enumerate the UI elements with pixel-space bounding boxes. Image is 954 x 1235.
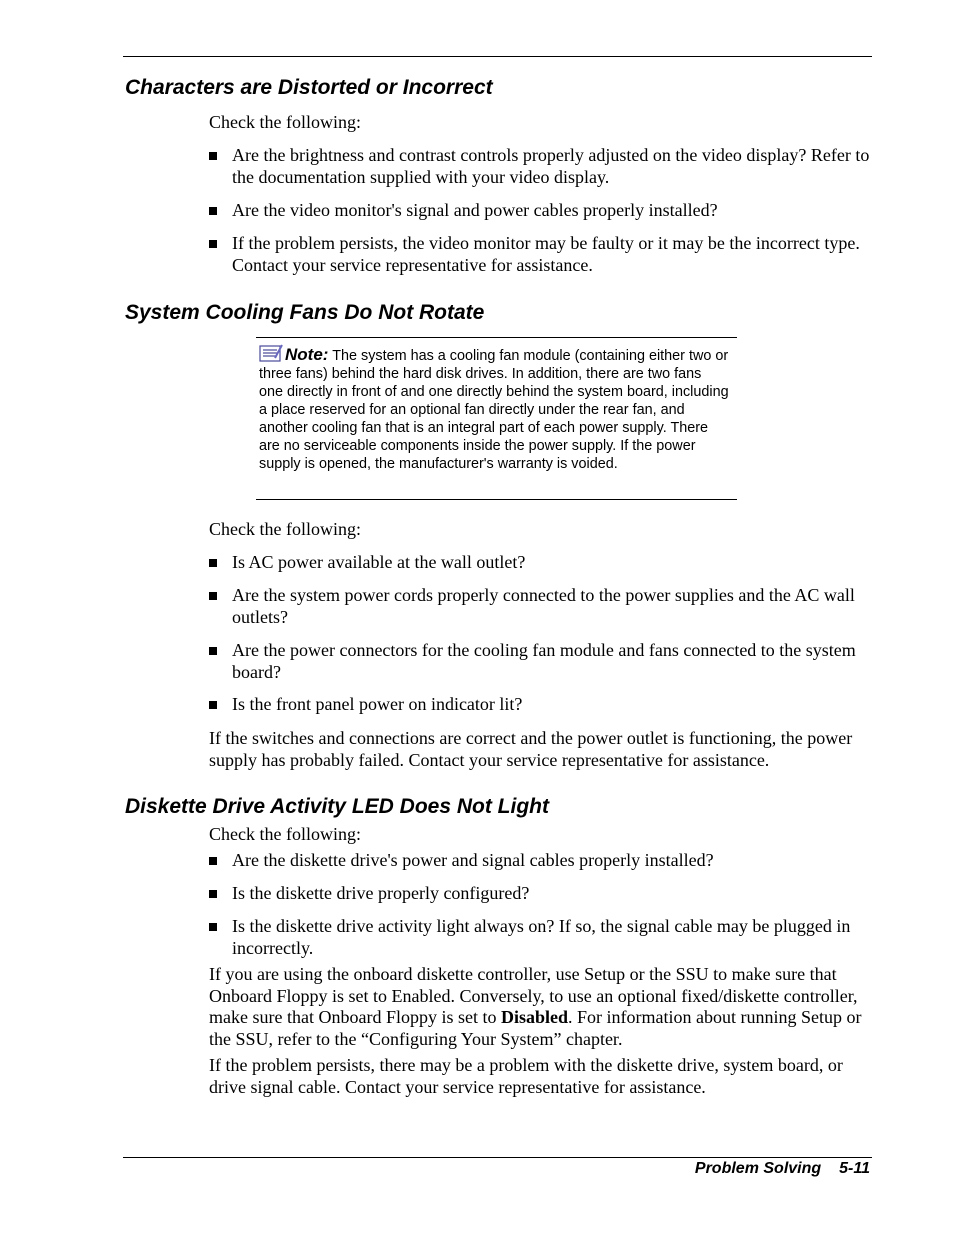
check-intro: Check the following: — [209, 519, 361, 539]
note-text: The system has a cooling fan module (containing either two or three fans) behind the hard disk drives. In addition, there are two fans one directly in front of and one directly behind the system board, including a place reserved for an optional fan directly under the rear fan, and another cooling fan that is an integral part of each power supply. There are no serviceable components inside the power supply. If the power supply is opened, the manufacturer's warranty is voided. — [259, 348, 729, 472]
list-item-text: Are the system power cords properly connected to the power supplies and the AC wall outlets? — [232, 585, 855, 627]
bullet-square-icon — [209, 207, 217, 215]
footer-rule — [123, 1157, 872, 1158]
bullet-square-icon — [209, 701, 217, 709]
note-content — [259, 344, 729, 473]
list-item-text: If the problem persists, the video monitor may be faulty or it may be the incorrect type. Contact your service representative for assistance. — [232, 233, 860, 275]
list-item — [209, 233, 874, 276]
section-heading-diskette-led: Diskette Drive Activity LED Does Not Light — [125, 795, 549, 818]
list-item — [209, 585, 874, 628]
bullet-square-icon — [209, 890, 217, 898]
list-item-text: Is the front panel power on indicator lit? — [232, 694, 523, 714]
list-item-text: Are the power connectors for the cooling fan module and fans connected to the system board? — [232, 640, 856, 682]
list-item — [209, 640, 874, 683]
note-box — [256, 337, 737, 500]
note-pad-icon — [259, 344, 283, 362]
footer-chapter: Problem Solving — [694, 1160, 822, 1177]
bullet-square-icon — [209, 857, 217, 865]
bullet-square-icon — [209, 923, 217, 931]
list-item — [209, 552, 874, 574]
footer-page-number: 5-11 — [839, 1160, 870, 1177]
list-item-text: Is AC power available at the wall outlet? — [232, 552, 526, 572]
list-item-text: Is the diskette drive activity light always on? If so, the signal cable may be plugged in incorrectly. — [232, 916, 851, 958]
list-item — [209, 916, 874, 959]
setup-text-bold: Disabled — [500, 1007, 568, 1028]
list-item — [209, 200, 874, 222]
check-intro: Check the following: — [209, 824, 361, 844]
list-item — [209, 850, 874, 872]
closing-paragraph: If the switches and connections are correct and the power outlet is functioning, the power supply has probably failed. Contact your service representative for assistance. — [209, 728, 853, 770]
bullet-square-icon — [209, 592, 217, 600]
setup-text-after: . For information about running Setup or the SSU, refer to the “Configuring Your System” chapter. — [209, 1007, 862, 1049]
list-item — [209, 694, 874, 716]
note-label: Note: — [285, 345, 329, 364]
list-item — [209, 145, 874, 188]
header-rule — [123, 56, 872, 57]
bullet-square-icon — [209, 647, 217, 655]
list-item-text: Is the diskette drive properly configured? — [232, 883, 530, 903]
bullet-square-icon — [209, 240, 217, 248]
list-item-text: Are the brightness and contrast controls properly adjusted on the video display? Refer to the documentation supplied with your video display. — [232, 145, 870, 187]
list-item-text: Are the diskette drive's power and signal cables properly installed? — [232, 850, 714, 870]
section-heading-characters-distorted: Characters are Distorted or Incorrect — [125, 76, 493, 99]
list-item — [209, 883, 874, 905]
bullet-square-icon — [209, 152, 217, 160]
page-footer — [695, 1159, 870, 1179]
setup-paragraph — [209, 964, 874, 1050]
list-item-text: Are the video monitor's signal and power cables properly installed? — [232, 200, 718, 220]
bullet-square-icon — [209, 559, 217, 567]
setup-text-before: If you are using the onboard diskette controller, use Setup or the SSU to make sure that Onboard Floppy is set to Enabled. Conversely, to use an optional fixed/diskette controller, make sure that Onboard Floppy is set to — [209, 964, 858, 1028]
section-heading-cooling-fans: System Cooling Fans Do Not Rotate — [125, 301, 485, 324]
problem-paragraph: If the problem persists, there may be a problem with the diskette drive, system board, or drive signal cable. Contact your service representative for assistance. — [209, 1055, 843, 1097]
check-intro: Check the following: — [209, 112, 361, 132]
